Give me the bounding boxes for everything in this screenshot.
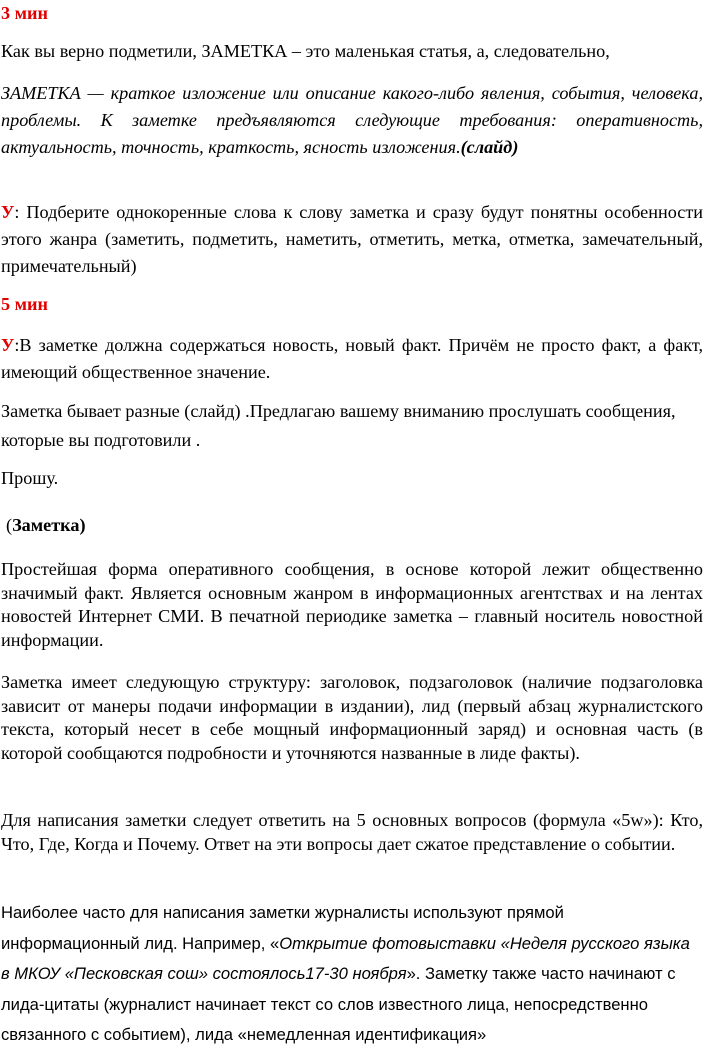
body-paragraph: Для написания заметки следует ответить на 5 основных вопросов (формула «5w»): Кто, Что, Где, Когда и Почему. Ответ на эти вопросы дает сжатое представление о событии. — [1, 810, 703, 854]
section-word: Заметка) — [12, 515, 86, 535]
body-paragraph: Заметка имеет следующую структуру: заголовок, подзаголовок (наличие подзаголовка зависит от манеры подачи информации в издании), лид (первый абзац журналистского текста, который несет в себе мощный информационный заряд) и основная часть (в которой сообщаются подробности и уточняются названные в лиде факты). — [1, 672, 703, 763]
body-paragraph — [1, 898, 703, 1051]
task-paragraph — [1, 332, 703, 386]
intro-line: Как вы верно подметили, ЗАМЕТКА – это маленькая статья, а, следовательно, — [1, 41, 610, 61]
definition-text: ЗАМЕТКА — краткое изложение или описание какого-либо явления, события, человека, проблемы. К заметке предъявляются следующие требования: оперативность, актуальность, точность, краткость, ясность изложения. — [1, 83, 703, 157]
task-paragraph — [1, 199, 703, 280]
definition-paragraph — [1, 80, 703, 161]
section-bracket: ( — [6, 515, 13, 535]
lead-tail: ». Заметку также часто начинают с лида-цитаты (журналист начинает текст со слов известного лица, непосредственно связанного с событием), лида «немедленная идентификация» — [1, 964, 676, 1044]
section-title — [6, 512, 704, 539]
slide-reference: (слайд) — [460, 137, 519, 157]
speaker-label: У — [1, 335, 15, 355]
timer-heading: 3 мин — [1, 3, 48, 23]
body-paragraph: Простейшая форма оперативного сообщения, в основе которой лежит общественно значимый факт. Является основным жанром в информационных агентствах и на лентах новостей Интернет СМИ. В печатной периодике заметка – главный носитель новостной информации. — [1, 559, 703, 650]
lead-text: Наиболее часто для написания заметки журналисты используют прямой информационный лид. Например, « — [1, 903, 564, 953]
please-line: Прошу. — [1, 468, 59, 488]
speaker-label: У — [1, 202, 15, 222]
task-text: : Подберите однокоренные слова к слову заметка и сразу будут понятны особенности этого жанра (заметить, подметить, наметить, отметить, метка, отметка, замечательный, примечательный) — [1, 202, 703, 276]
lead-example: Открытие фотовыставки «Неделя русского языка в МКОУ «Песковская сош» состоялось17-30 ноября — [1, 933, 690, 983]
types-line: Заметка бывает разные (слайд) .Предлагаю вашему вниманию прослушать сообщения, которые вы подготовили . — [1, 401, 676, 450]
timer-heading: 5 мин — [1, 294, 48, 314]
task-text: :В заметке должна содержаться новость, новый факт. Причём не просто факт, а факт, имеющий общественное значение. — [1, 335, 703, 382]
